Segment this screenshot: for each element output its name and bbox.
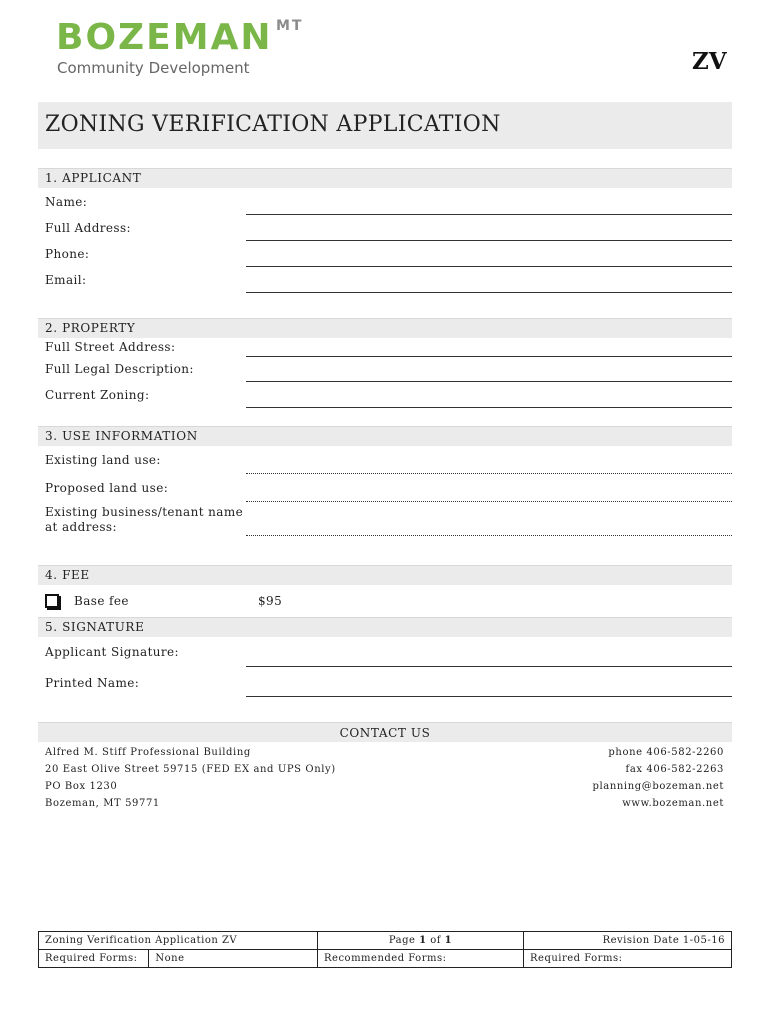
contact-fax: fax 406-582-2263: [625, 764, 724, 775]
printed-name-field[interactable]: [246, 696, 732, 697]
use-heading: 3. USE INFORMATION: [45, 429, 198, 443]
contact-city: Bozeman, MT 59771: [45, 798, 160, 809]
property-section-bar: [38, 318, 732, 338]
required-forms-label: Required Forms:: [39, 950, 149, 968]
required-forms-value: None: [149, 950, 318, 968]
contact-website-link[interactable]: www.bozeman.net: [622, 798, 724, 809]
footer-revision-date: Revision Date 1-05-16: [524, 932, 732, 950]
business-name-label-line2: at address:: [45, 520, 117, 534]
logo-mt-text: MT: [276, 18, 304, 34]
address-field[interactable]: [246, 240, 732, 241]
business-name-field[interactable]: [246, 535, 732, 536]
fee-section-bar: [38, 565, 732, 585]
existing-land-use-label: Existing land use:: [45, 453, 161, 467]
current-zoning-label: Current Zoning:: [45, 388, 150, 402]
legal-description-label: Full Legal Description:: [45, 362, 194, 376]
footer-page-number: [318, 932, 524, 950]
street-address-label: Full Street Address:: [45, 340, 176, 354]
page-prefix: Page: [388, 935, 420, 946]
existing-land-use-field[interactable]: [246, 473, 732, 474]
recommended-forms-label: Recommended Forms:: [318, 950, 524, 968]
page-total: 1: [444, 935, 453, 946]
applicant-signature-label: Applicant Signature:: [45, 645, 179, 659]
name-label: Name:: [45, 195, 88, 209]
required-forms-label-2: Required Forms:: [524, 950, 732, 968]
contact-email-link[interactable]: planning@bozeman.net: [592, 781, 724, 792]
current-zoning-field[interactable]: [246, 407, 732, 408]
footer-row: [39, 950, 732, 968]
base-fee-checkbox[interactable]: [45, 594, 59, 608]
address-label: Full Address:: [45, 221, 131, 235]
form-code: ZV: [692, 48, 727, 75]
fee-heading: 4. FEE: [45, 568, 90, 582]
legal-description-field[interactable]: [246, 381, 732, 382]
contact-building: Alfred M. Stiff Professional Building: [45, 747, 251, 758]
contact-phone: phone 406-582-2260: [608, 747, 724, 758]
page-title: ZONING VERIFICATION APPLICATION: [45, 112, 501, 137]
page-current: 1: [419, 935, 427, 946]
applicant-heading: 1. APPLICANT: [45, 171, 142, 185]
base-fee-label: Base fee: [74, 594, 129, 608]
business-name-label-line1: Existing business/tenant name: [45, 505, 244, 519]
contact-po-box: PO Box 1230: [45, 781, 118, 792]
property-heading: 2. PROPERTY: [45, 321, 136, 335]
footer-table: [38, 931, 732, 968]
applicant-signature-field[interactable]: [246, 666, 732, 667]
page-of: of: [426, 935, 445, 946]
phone-field[interactable]: [246, 266, 732, 267]
footer-row: [39, 932, 732, 950]
email-field[interactable]: [246, 292, 732, 293]
printed-name-label: Printed Name:: [45, 676, 140, 690]
base-fee-amount: $95: [258, 594, 283, 608]
email-label: Email:: [45, 273, 87, 287]
name-field[interactable]: [246, 214, 732, 215]
signature-heading: 5. SIGNATURE: [45, 620, 145, 634]
proposed-land-use-label: Proposed land use:: [45, 481, 169, 495]
footer-doc-name: Zoning Verification Application ZV: [39, 932, 318, 950]
contact-heading: CONTACT US: [339, 726, 431, 740]
contact-street: 20 East Olive Street 59715 (FED EX and UPS Only): [45, 764, 336, 775]
applicant-section-bar: [38, 168, 732, 188]
proposed-land-use-field[interactable]: [246, 501, 732, 502]
street-address-field[interactable]: [246, 356, 732, 357]
bozeman-logo-text: BOZEMAN: [56, 17, 273, 58]
phone-label: Phone:: [45, 247, 90, 261]
logo-subtitle: Community Development: [57, 59, 250, 77]
